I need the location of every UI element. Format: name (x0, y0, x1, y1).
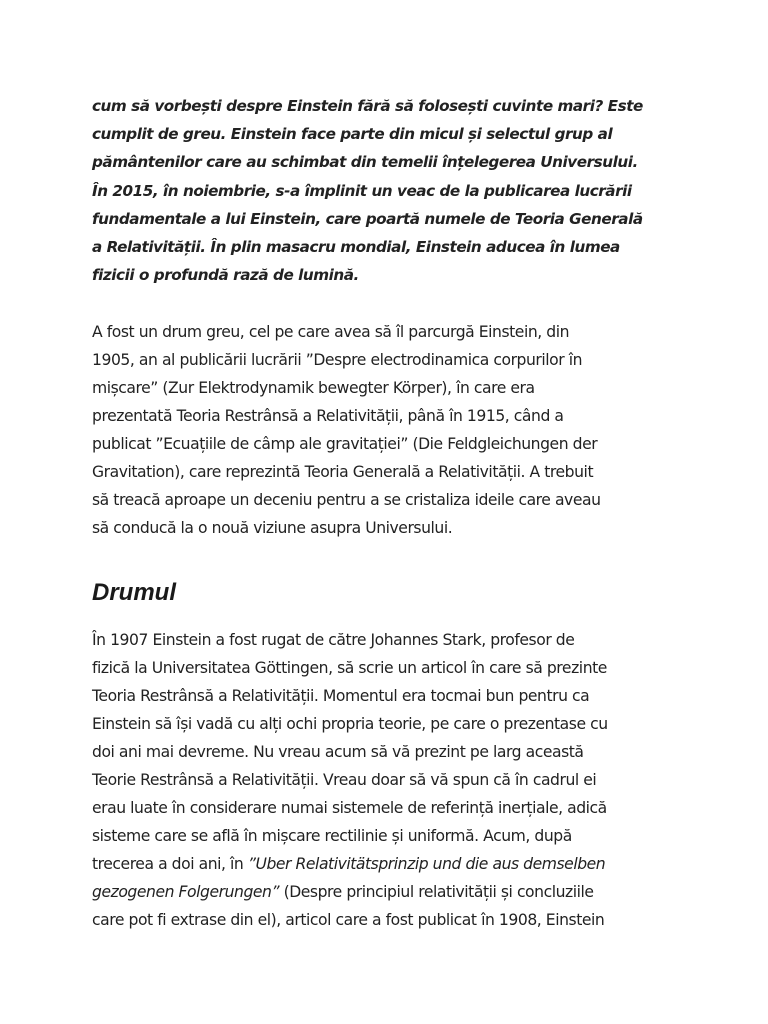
intro-line: fundamentale a lui Einstein, care poartă numele de Teoria Generală (92, 209, 643, 228)
document-page (92, 92, 682, 934)
paragraph-line: prezentată Teoria Restrânsă a Relativității, până în 1915, când a (92, 407, 564, 426)
paragraph-line: publicat ”Ecuațiile de câmp ale gravitației” (Die Feldgleichungen der (92, 435, 598, 454)
paragraph-line: Teoria Restrânsă a Relativității. Momentul era tocmai bun pentru ca (92, 687, 590, 706)
line-text: (Despre principiul relativității și concluziile (279, 883, 594, 902)
paragraph-line: A fost un drum greu, cel pe care avea să îl parcurgă Einstein, din (92, 323, 570, 342)
line-text: trecerea a doi ani, în (92, 855, 248, 874)
article-title-italic: gezogenen Folgerungen” (92, 883, 280, 902)
paragraph-line: doi ani mai devreme. Nu vreau acum să vă prezint pe larg această (92, 743, 584, 762)
paragraph-line: În 1907 Einstein a fost rugat de către Johannes Stark, profesor de (92, 631, 575, 650)
intro-paragraph (92, 92, 682, 289)
intro-line: cum să vorbești despre Einstein fără să folosești cuvinte mari? Este (92, 97, 643, 115)
paragraph-line (92, 850, 682, 878)
paragraph-line: Einstein să își vadă cu alți ochi propria teorie, pe care o prezentase cu (92, 715, 608, 734)
body-paragraph-1 (92, 318, 682, 542)
intro-line: cumplit de greu. Einstein face parte din micul și selectul grup al (92, 125, 613, 144)
intro-line: În 2015, în noiembrie, s-a împlinit un veac de la publicarea lucrării (92, 181, 632, 200)
section-heading: Drumul (92, 579, 176, 607)
intro-line: pământenilor care au schimbat din temelii înțelegerea Universului. (92, 153, 638, 172)
article-title-italic: ”Uber Relativitätsprinzip und die aus demselben (247, 855, 606, 874)
paragraph-line: care pot fi extrase din el), articol care a fost publicat în 1908, Einstein (92, 911, 605, 930)
paragraph-line: 1905, an al publicării lucrării ”Despre electrodinamica corpurilor în (92, 351, 583, 370)
paragraph-line: Teorie Restrânsă a Relativității. Vreau doar să vă spun că în cadrul ei (92, 771, 597, 790)
paragraph-line (92, 878, 682, 906)
paragraph-line: erau luate în considerare numai sistemele de referință inerțiale, adică (92, 799, 607, 818)
paragraph-line: să treacă aproape un deceniu pentru a se cristaliza ideile care aveau (92, 491, 601, 510)
paragraph-line: mișcare” (Zur Elektrodynamik bewegter Körper), în care era (92, 379, 535, 398)
intro-line: fizicii o profundă rază de lumină. (92, 266, 359, 285)
body-paragraph-2 (92, 626, 682, 934)
paragraph-line: să conducă la o nouă viziune asupra Universului. (92, 519, 453, 538)
intro-line: a Relativității. În plin masacru mondial, Einstein aducea în lumea (92, 238, 620, 257)
paragraph-line: sisteme care se află în mișcare rectilinie și uniformă. Acum, după (92, 827, 572, 846)
paragraph-line: Gravitation), care reprezintă Teoria Generală a Relativității. A trebuit (92, 463, 594, 482)
paragraph-line: fizică la Universitatea Göttingen, să scrie un articol în care să prezinte (92, 659, 607, 678)
